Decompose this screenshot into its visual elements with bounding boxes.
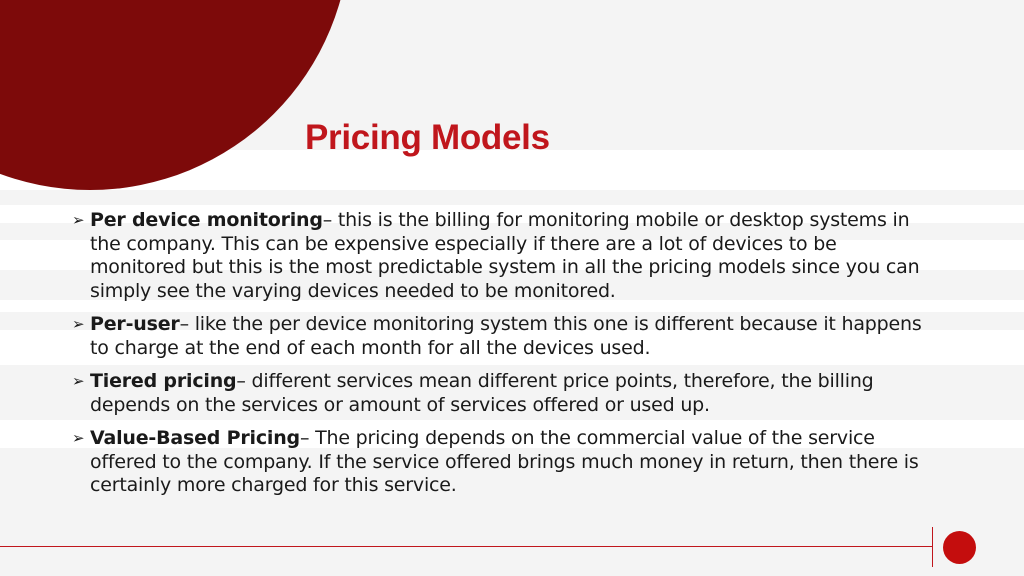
bullet-term: Value-Based Pricing — [90, 427, 300, 449]
bullet-term: Per-user — [90, 313, 180, 335]
arrow-bullet-icon: ➢ — [72, 372, 85, 390]
bullet-item — [72, 427, 932, 498]
footer-divider — [932, 527, 933, 567]
bullet-term: Per device monitoring — [90, 209, 323, 231]
slide-title: Pricing Models — [305, 118, 550, 157]
arrow-bullet-icon: ➢ — [72, 211, 85, 229]
bullet-text: – this is the billing for monitoring mobile or desktop systems in the company. This can be expensive especially if there are a lot of devices to be monitored but this is the most predictable system in all the pricing models since you can simply see the varying devices needed to be monitored. — [90, 209, 920, 302]
bullet-list — [72, 209, 932, 508]
footer-dot-icon — [943, 531, 976, 564]
bullet-item — [72, 209, 932, 303]
arrow-bullet-icon: ➢ — [72, 429, 85, 447]
bullet-term: Tiered pricing — [90, 370, 237, 392]
arrow-bullet-icon: ➢ — [72, 315, 85, 333]
footer-line — [0, 546, 932, 547]
bullet-item — [72, 370, 932, 417]
bullet-item — [72, 313, 932, 360]
bullet-text: – like the per device monitoring system this one is different because it happens to charge at the end of each month for all the devices used. — [90, 313, 922, 359]
bullet-text: – different services mean different price points, therefore, the billing depends on the services or amount of services offered or used up. — [90, 370, 874, 416]
bullet-text: – The pricing depends on the commercial value of the service offered to the company. If the service offered brings much money in return, then there is certainly more charged for this service. — [90, 427, 919, 496]
